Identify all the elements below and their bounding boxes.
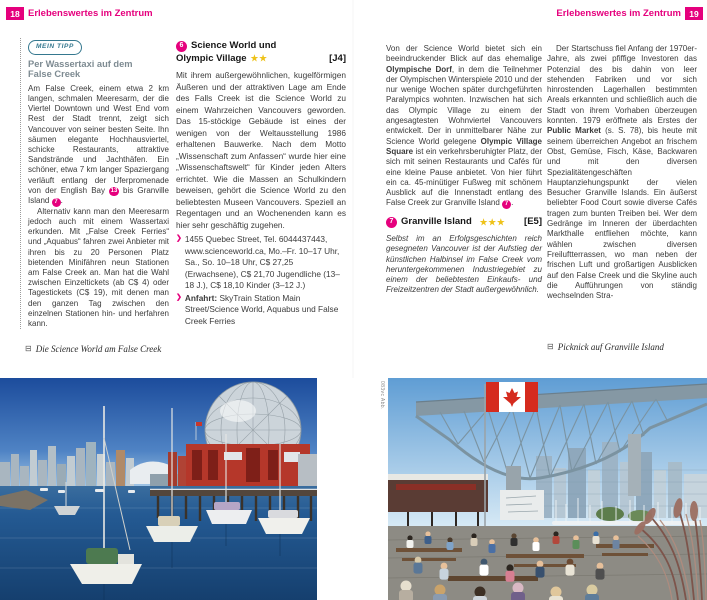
- science-world-photo-illustration: [0, 378, 317, 600]
- page-header-title-left: Erlebenswertes im Zentrum: [28, 8, 153, 19]
- tip-box: [20, 38, 169, 329]
- page-number-badge-right: 19: [685, 7, 703, 20]
- poi-number-7: 7: [386, 217, 397, 228]
- bullet-icon: ❯: [176, 293, 182, 301]
- tip-title: Per Wassertaxi auf dem False Creek: [28, 58, 133, 80]
- map-grid-ref: [E5]: [524, 216, 542, 228]
- section-science-world: [176, 40, 346, 328]
- photo-science-world: [0, 378, 317, 600]
- mein-tipp-badge: MEIN TIPP: [28, 40, 82, 55]
- poi-marker-7: 7: [502, 200, 511, 209]
- photo-credit-right: 083vc Abb.: [379, 381, 385, 410]
- poi-marker-7: 7: [52, 198, 61, 207]
- info-list: [176, 234, 346, 327]
- tip-paragraph-1: Am False Creek, einem etwa 2 km langen, schmalen Meeresarm, der die Viertel Downtown und West End vom Rest der Stadt trennt, zeigt sich Vancouver von seiner besten Seite. Ihn säumen elegante Hochhausviertel, schicke Restaurants, attraktive Sandstrände und Jachthäfen. Ein schöner, etwa 7 km langer Spaziergang verläuft entlang der Uferpromenade von der English Bay 13 bis Granville Island 7 .: [28, 83, 169, 206]
- photo-granville-island: [388, 378, 707, 600]
- granville-paragraph: Der Startschuss fiel Anfang der 1970er-Jahre, als zwei pfiffige Investoren das Potenzial des bis dahin von leer stehenden Fabriken und vor sich hinrostenden Lagerhallen bestimmten Areals erkannten und schließlich auch die Stadt von ihrem Vorhaben überzeugen konnten. 1979 eröffnete als Erstes der Public Market (s. S. 78), bis heute mit seinem überreichen Angebot an frischem Obst, Gemüse, Fisch, Käse, Backwaren und mit den diversen Spezialitätengeschäften Hauptanziehungspunkt der vielen Besucher Granville Islands. Ein äußerst beliebter Food Court sowie diverse Cafés tragen zum bunten Treiben bei. Wer dem Gedränge im Inneren der überdachten Markthalle entfliehen möchte, kann wählen zwischen diversen Freiluftterrassen, wo man neben der frischen Luft und großartigen Ausblicken auf den False Creek und die Skyline auch die Aufführungen von ständig wechselnden Stra-: [547, 44, 698, 301]
- granville-lead: Selbst im an Erfolgsgeschichten reich gesegneten Vancouver ist der Aufstieg der künstlichen Halbinsel im False Creek vom heruntergekommenen Industriegebiet zu einem der beliebtesten Einkaufs- und Freizeitzentren der Stadt außergewöhnlich.: [386, 233, 542, 295]
- page-header-title-right: Erlebenswertes im Zentrum: [556, 8, 681, 19]
- bullet-icon: ❯: [176, 235, 182, 242]
- caption-marker-icon: ⊟: [25, 344, 32, 353]
- info-item-address: ❯ 1455 Quebec Street, Tel. 6044437443, www.scienceworld.ca, Mo.–Fr. 10–17 Uhr, Sa., So. 10–18 Uhr, C$ 27,25 (Erwachsene), C$ 21,70 Jugendliche (13–18 J.), C$ 18,10 Kinder (3–12 J.): [176, 234, 340, 290]
- page-header-right: [556, 7, 703, 20]
- section-body: Mit ihrem außergewöhnlichen, kugelförmigen Äußeren und der attraktiven Lage am Ende des Falls Creek ist die Science World zu einem Wahrzeichen Vancouvers geworden. Das 15-stöckige Gebäude ist eines der wenigen von der Weltausstellung 1986 erhaltenen Bauwerke. Nach dem Motto „Wissenschaft zum Anfassen“ wurde hier eine „Wissenschaftswelt“ für Kinder jeden Alters errichtet. Wie die Massen an Schulkindern beweisen, gehört die Science World zu den beliebtesten Museen Vancouvers. Speziell an Regentagen und an Wochenenden kann es hier sehr geschäftig zugehen.: [176, 70, 346, 230]
- notice-screen: [500, 490, 544, 520]
- map-grid-ref: [J4]: [329, 52, 346, 64]
- tip-paragraph-2: Alternativ kann man den Meeresarm jedoch auch mit einem Wassertaxi erkunden. Mit „False Creek Ferries“ und „Aquabus“ fahren zwei Anbieter mit ihren bis zu 20 Personen Platz bietenden Minifähren neun Stationen am False Creek an. Man hat die Wahl zwischen Einzeltickets (ab C$ 4) oder Tagestickets (C$ 19), mit denen man den ganzen Tag zwischen den einzelnen Stationen hin- und herfahren kann.: [28, 206, 169, 328]
- page-number-badge-left: 18: [6, 7, 24, 20]
- section-olympic-village: [386, 44, 542, 296]
- rating-stars: ★★★: [479, 217, 506, 228]
- marina-hulls: [552, 521, 702, 525]
- info-item-anfahrt: ❯ Anfahrt: SkyTrain Station Main Street/Science World, Aquabus und False Creek Ferries: [176, 292, 339, 326]
- granville-heading: 7 Granville Island ★★★ [E5]: [386, 217, 542, 228]
- rating-stars: ★★: [250, 53, 268, 63]
- granville-island-photo-illustration: [388, 378, 707, 600]
- small-flag: [196, 422, 202, 426]
- poi-marker-13: 13: [110, 188, 118, 195]
- caption-marker-icon: ⊟: [547, 342, 554, 351]
- page-header-left: [6, 7, 153, 20]
- olympic-village-paragraph: Von der Science World bietet sich ein beeindruckender Blick auf das ehemalige Olympische Dorf, in dem die Teilnehmer der Olympischen Winterspiele 2010 und der nur wenige Wochen später durchgeführten Paralympics wohnten. Inzwischen hat sich das Olympic Village zu einem der angesagtesten Wohnviertel Vancouvers entwickelt. Der in unmittelbarer Nähe zur Science World gelegene Olympic Village Square ist ein verkehrsberuhigter Platz, der sich mit seinen Restaurants und Cafés für eine kleine Pause anbietet. Von hier führt ein ca. 45-minütiger Fußweg mit schönem Ausblick auf die Innenstadt entlang des False Creek zur Granville Island 7 .: [386, 44, 543, 208]
- page-gutter: [352, 0, 354, 378]
- science-world-base-building: [186, 444, 310, 486]
- photo-caption-right: ⊟ Picknick auf Granville Island: [547, 342, 664, 352]
- section-heading: 6 Science World und Olympic Village ★★ [J4]: [176, 40, 346, 64]
- poi-number-6: 6: [176, 41, 187, 52]
- photo-caption-left: ⊟ Die Science World am False Creek: [25, 344, 162, 354]
- section-granville-island: [547, 44, 697, 301]
